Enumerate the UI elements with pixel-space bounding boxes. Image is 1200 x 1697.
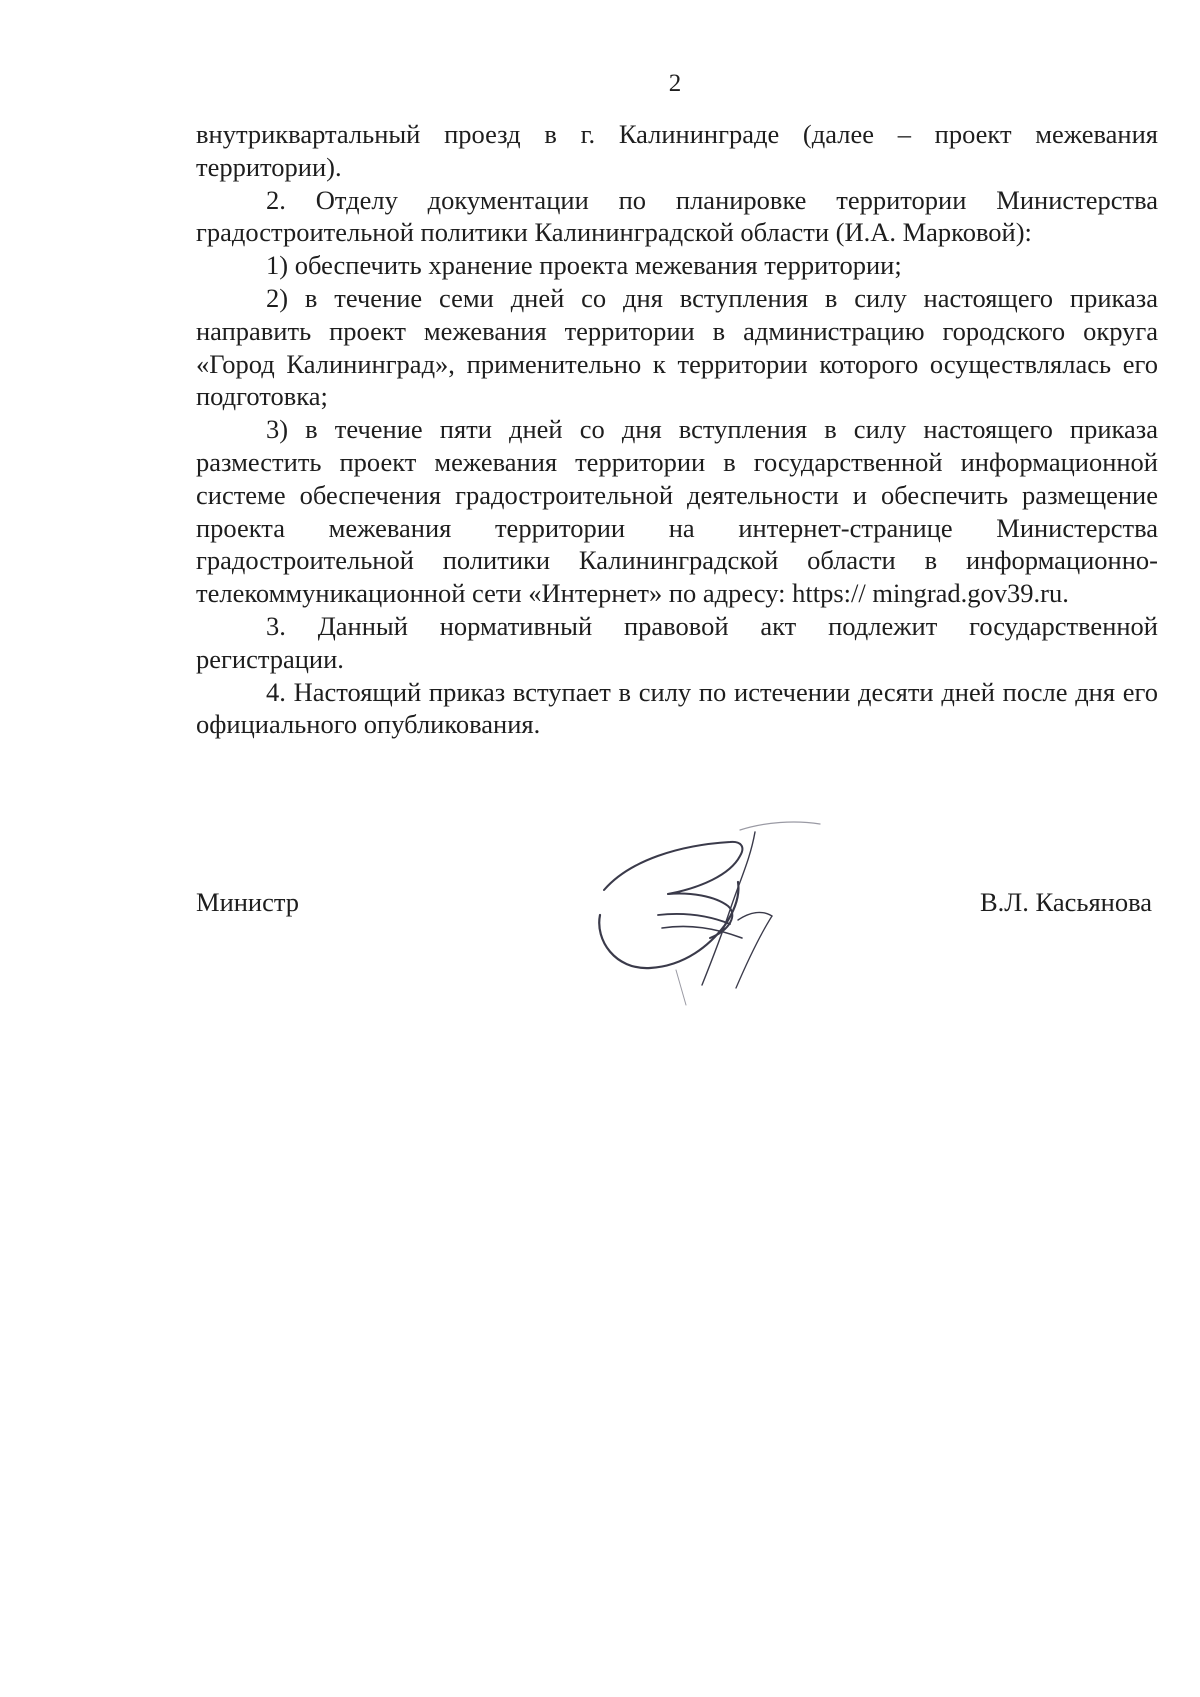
paragraph-continuation: внутриквартальный проезд в г. Калининграде (далее – проект межевания территории). <box>196 119 1158 182</box>
handwritten-signature <box>590 820 840 1010</box>
paragraph-subitem-1: 1) обеспечить хранение проекта межевания территории; <box>266 250 902 281</box>
paragraph-subitem-2: 2) в течение семи дней со дня вступления в силу настоящего приказа направить проект межевания территории в администрацию городского округа «Город Калининград», применительно к территории которого осуществлялась его подготовка; <box>196 282 1158 412</box>
paragraph-item-2: 2. Отделу документации по планировке территории Министерства градостроительной политики Калининградской области (И.А. Марковой): <box>196 184 1158 248</box>
paragraph-item-4: 4. Настоящий приказ вступает в силу по истечении десяти дней после дня его официального опубликования. <box>196 676 1158 740</box>
page-number: 2 <box>668 70 682 97</box>
signer-name: В.Л. Касьянова <box>979 887 1152 917</box>
document-body <box>196 118 1158 741</box>
paragraph-subitem-3: 3) в течение пяти дней со дня вступления в силу настоящего приказа разместить проект межевания территории в государственной информационной системе обеспечения градостроительной деятельности и обеспечить размещение проекта межевания территории на интернет-странице Министерства градостроительной политики Калининградской области в информационно-телекоммуникационной сети «Интернет» по адресу: https:// mingrad.gov39.ru. <box>196 414 1158 609</box>
paragraph-item-3: 3. Данный нормативный правовой акт подлежит государственной регистрации. <box>196 610 1158 674</box>
signer-title: Министр <box>196 887 300 917</box>
